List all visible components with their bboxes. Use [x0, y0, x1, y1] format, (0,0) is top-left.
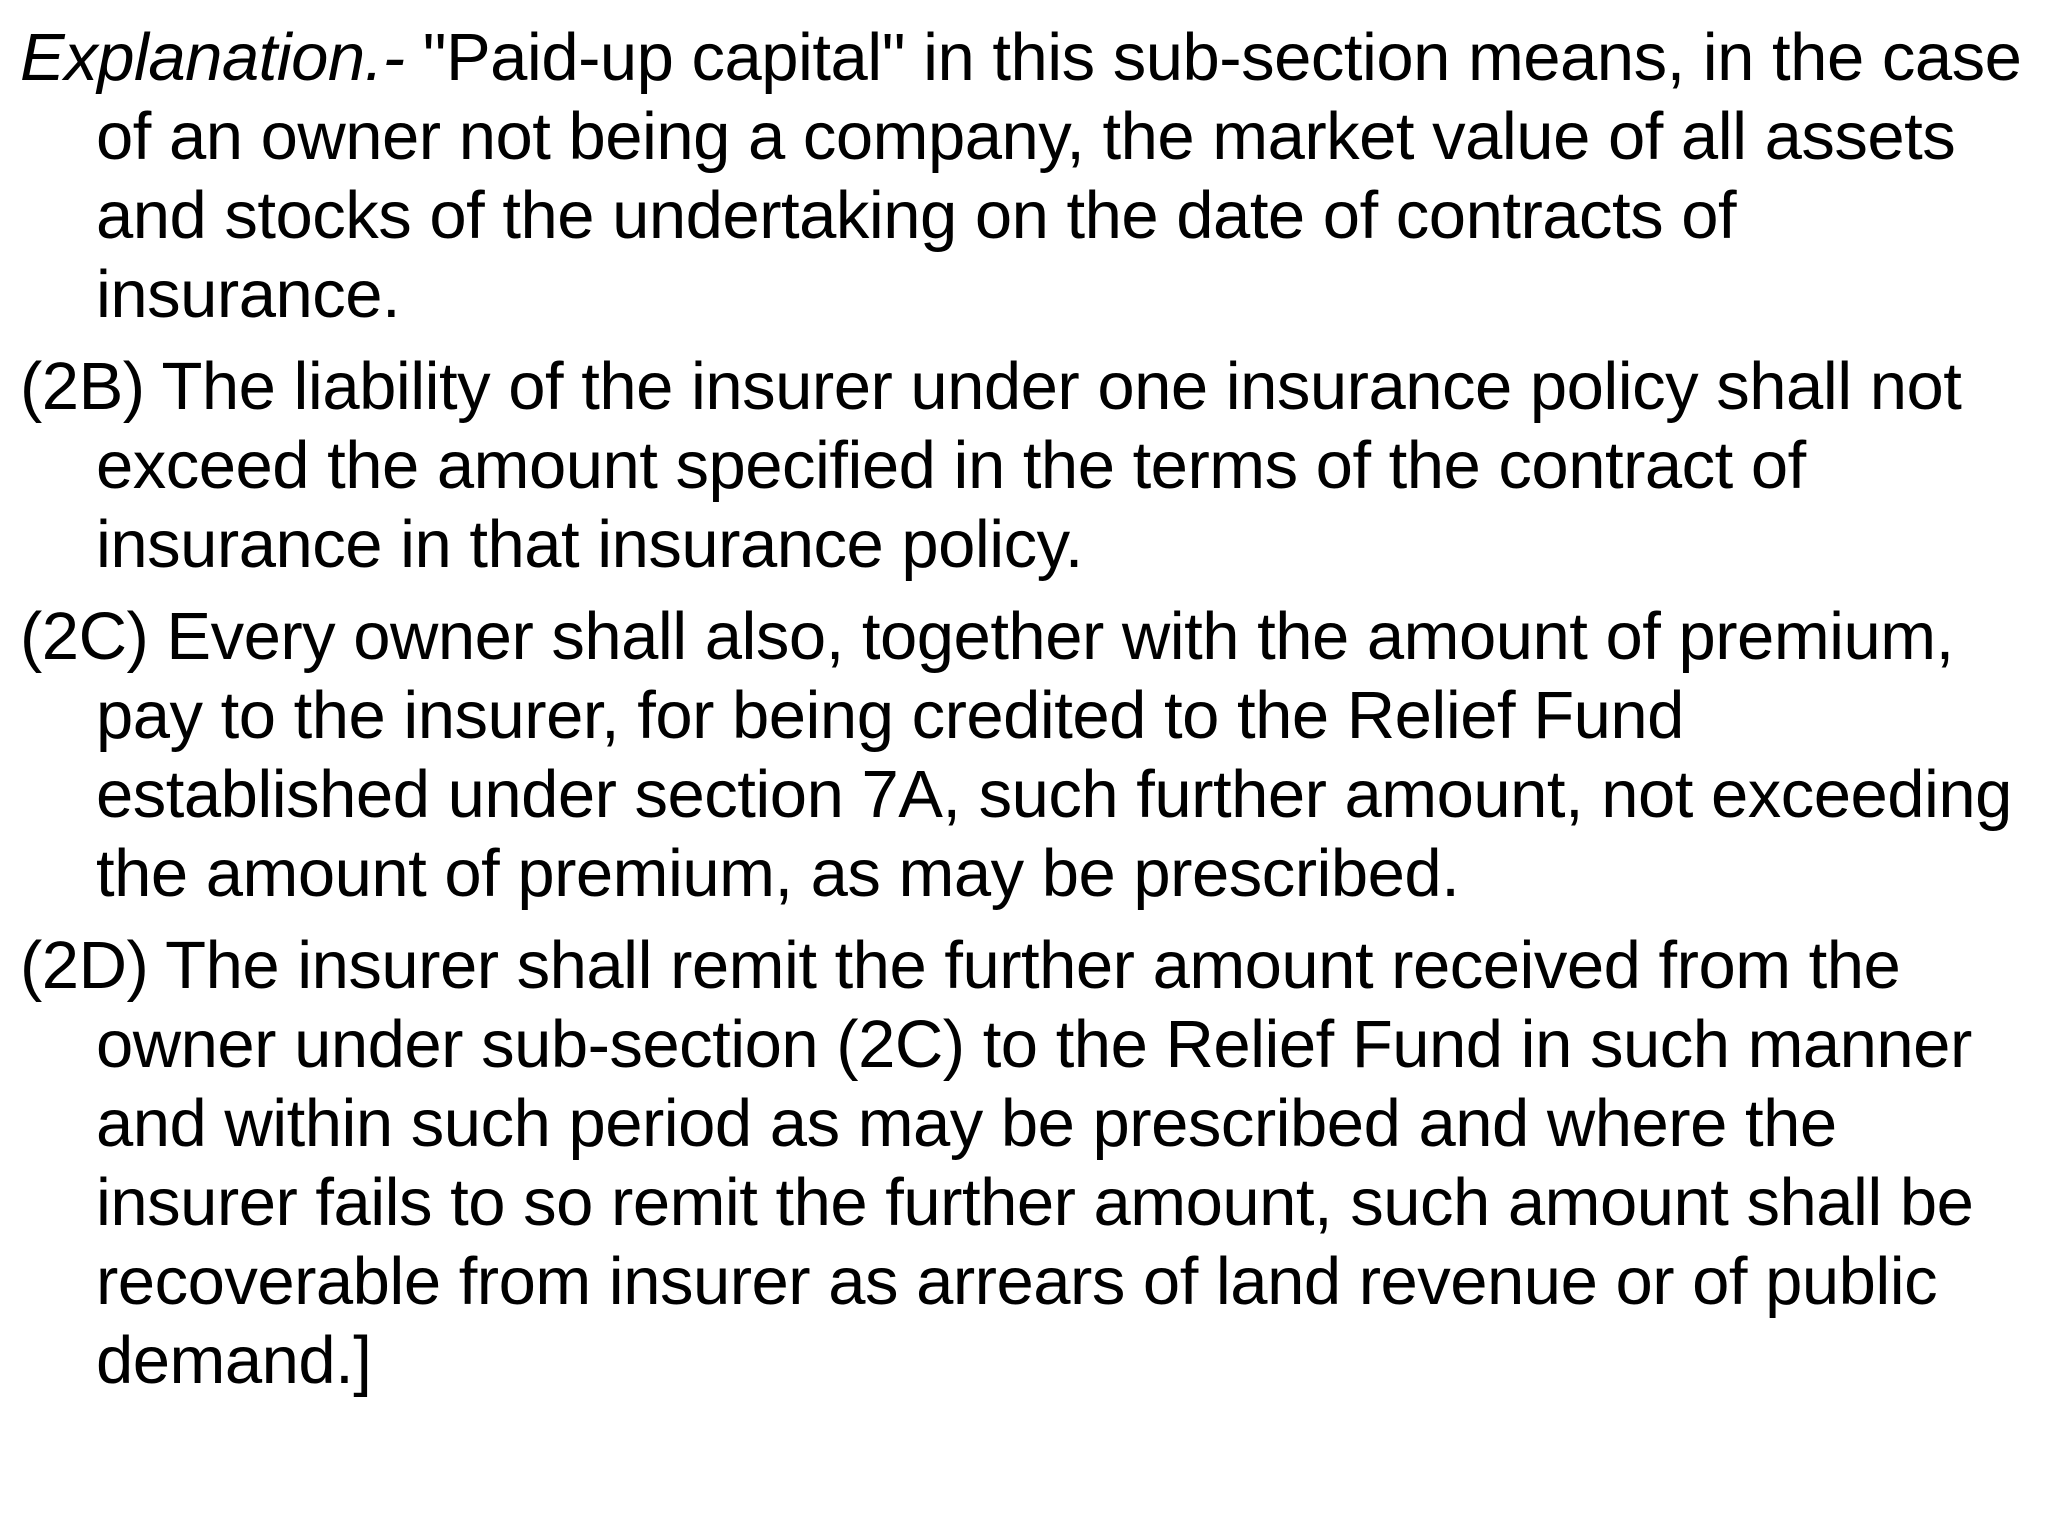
- explanation-label: Explanation.-: [20, 20, 405, 95]
- clause-label-2b: (2B): [20, 349, 145, 424]
- clause-text-2d: The insurer shall remit the further amount received from the owner under sub-section (2C) to the Relief Fund in such manner and within such period as may be prescribed and where the insurer fails to so remit the further amount, such amount shall be recoverable from insurer as arrears of land revenue or of public demand.]: [96, 928, 1974, 1398]
- paragraph-2c: [20, 597, 2030, 913]
- document-body: [20, 18, 2030, 1400]
- paragraph-2b: [20, 347, 2030, 584]
- paragraph-explanation: [20, 18, 2030, 334]
- explanation-text: "Paid-up capital" in this sub-section means, in the case of an owner not being a company, the market value of all assets and stocks of the undertaking on the date of contracts of insurance.: [96, 20, 2022, 332]
- clause-text-2b: The liability of the insurer under one insurance policy shall not exceed the amount specified in the terms of the contract of insurance in that insurance policy.: [96, 349, 1962, 582]
- clause-text-2c: Every owner shall also, together with the amount of premium, pay to the insurer, for being credited to the Relief Fund established under section 7A, such further amount, not exceeding the amount of premium, as may be prescribed.: [96, 599, 2012, 911]
- clause-label-2d: (2D): [20, 928, 149, 1003]
- paragraph-2d: [20, 926, 2030, 1400]
- clause-label-2c: (2C): [20, 599, 149, 674]
